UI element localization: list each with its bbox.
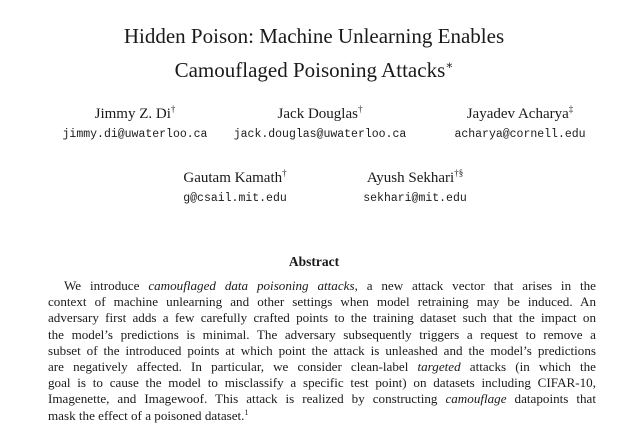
author-block [340,164,490,207]
abstract-line: adversary first adds a few carefully crafted points to the training dataset such that the impact on [48,310,596,326]
abstract-line: subset of the introduced points at which point the attack is unleashed and the model’s predictions [48,342,596,358]
footnote-mark[interactable]: 1 [244,407,249,417]
author-email[interactable]: jack.douglas@uwaterloo.ca [233,128,407,141]
author-email[interactable]: acharya@cornell.edu [454,128,586,141]
author-name: Jack Douglas† [277,104,363,122]
title-footnote-mark: ∗ [445,58,454,72]
author-email[interactable]: g@csail.mit.edu [183,192,287,205]
author-block [60,100,210,143]
abstract-line: are negatively affected. In particular, we consider clean-label targeted attacks (in which the [48,359,596,375]
author-name: Jayadev Acharya‡ [466,104,574,122]
abstract-line: goal is to cause the model to misclassify a specific test point) on datasets including CIFAR-10, [48,375,596,391]
author-email[interactable]: sekhari@mit.edu [363,192,467,205]
abstract-heading: Abstract [288,254,340,269]
abstract-body [48,278,596,424]
paper-title [0,22,628,85]
author-block [230,100,410,143]
title-line-2: Camouflaged Poisoning Attacks∗ [174,58,454,82]
author-block [435,100,605,143]
author-email[interactable]: jimmy.di@uwaterloo.ca [62,128,208,141]
abstract-line: context of machine unlearning and other settings when model retraining may be induced. An [48,294,596,310]
author-name: Ayush Sekhari†§ [366,168,464,186]
title-line-1: Hidden Poison: Machine Unlearning Enables [123,24,505,48]
abstract-line: We introduce camouflaged data poisoning attacks, a new attack vector that arises in the [64,278,596,293]
abstract-line: mask the effect of a poisoned dataset.$^1$ [48,407,249,423]
author-name: Jimmy Z. Di† [94,104,176,122]
author-block [160,164,310,207]
abstract-line: Imagenette, and Imagewoof. This attack is realized by constructing camouflage datapoints that [48,391,596,407]
author-name: Gautam Kamath† [183,168,287,186]
abstract-line: the model’s predictions is minimal. The adversary subsequently triggers a request to remove a [48,326,596,342]
